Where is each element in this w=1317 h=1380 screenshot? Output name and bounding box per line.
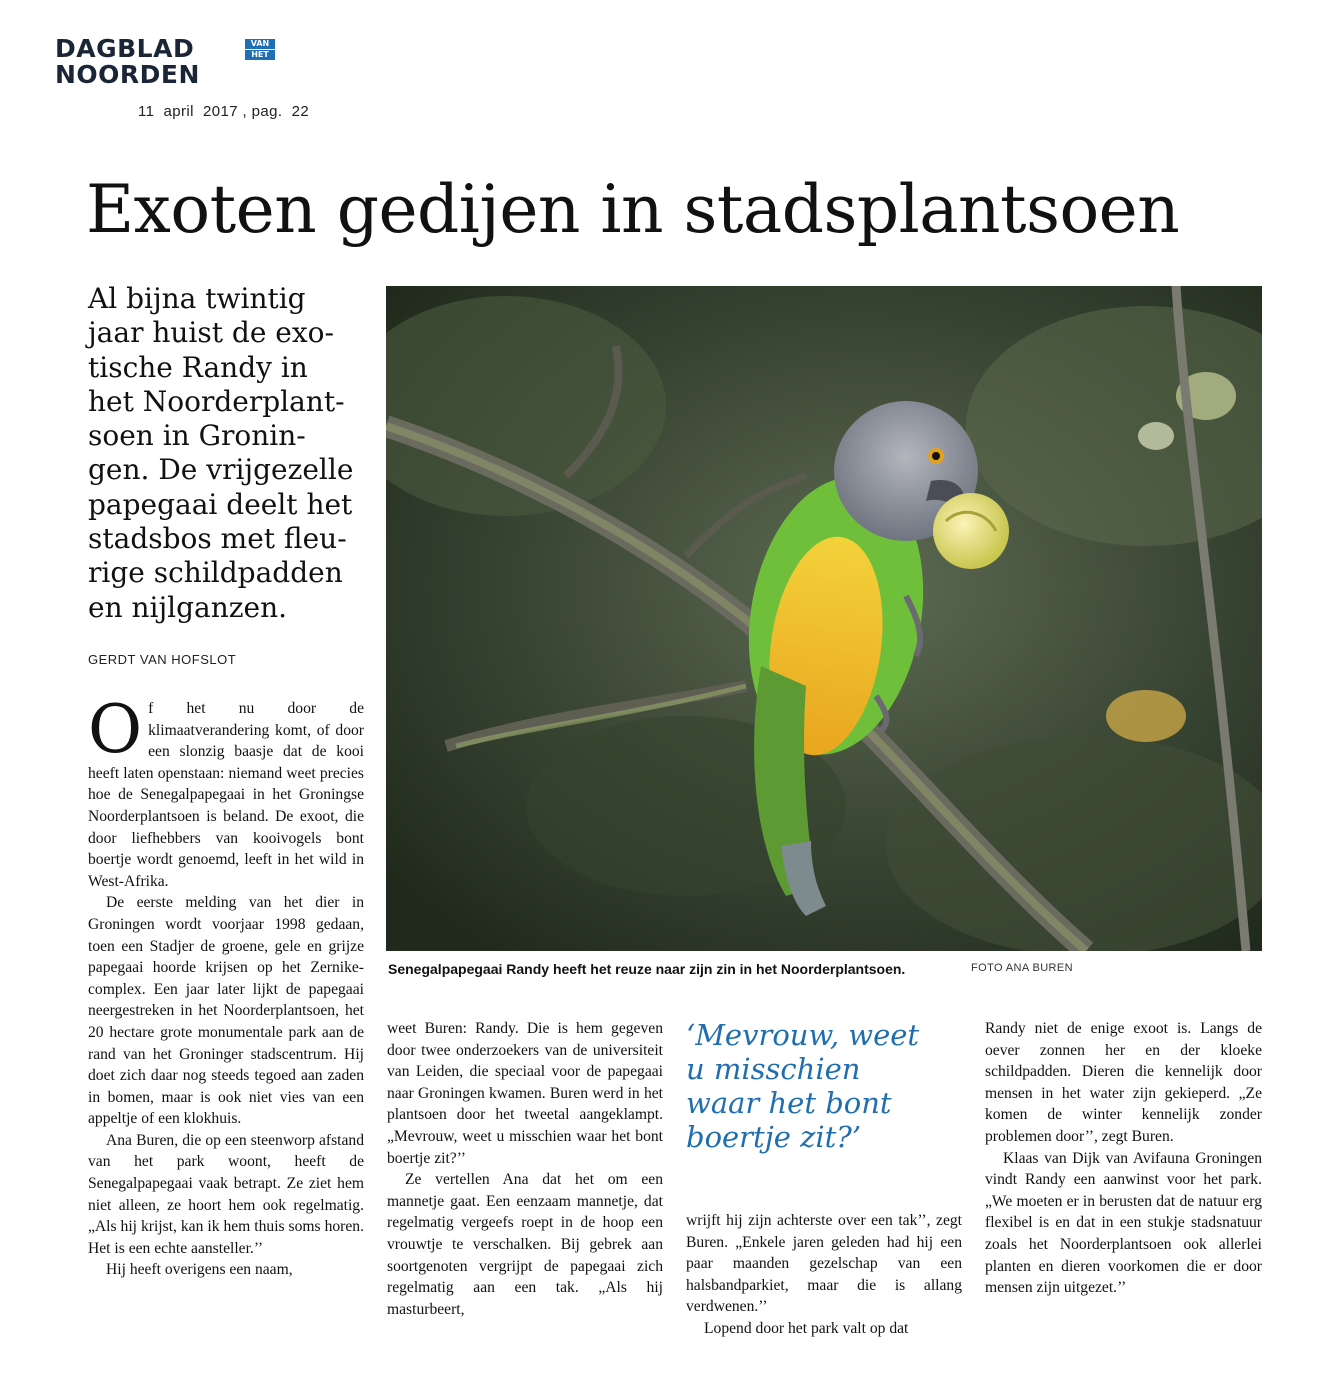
paragraph: Ana Buren, die op een steenworp afstand van het park woont, heeft de Senegalpapegaai vaak betrapt. Ze ziet hem niet alleen, ze hoort hem ook regelmatig. „Als hij krijst, kan ik hem thuis soms horen. Het is een echte aansteller.’’ (88, 1131, 364, 1257)
dateline: 11 april 2017 , pag. 22 (138, 103, 310, 120)
paragraph: Randy niet de enige exoot is. Langs de oever zonnen her en der kloeke schildpadden. Dieren die kennelijk door mensen in het water zijn gekieperd. „Ze komen de winter kennelijk zonder problemen door’’, zegt Buren. (985, 1020, 1262, 1145)
logo-line-2: NOORDEN (55, 60, 200, 89)
intro-line: en nijlganzen. (88, 590, 288, 624)
paragraph: Hij heeft overigens een naam, (106, 1261, 293, 1279)
intro-line: Al bijna twintig (88, 282, 306, 315)
pull-quote (686, 1018, 962, 1154)
intro-line: het Noorderplant- (88, 384, 345, 418)
paragraph: wrijft hij zijn achterste over een tak’’, zegt Buren. „Enkele jaren geleden had hij een paar maanden gezelschap van een halsbandparkiet, maar die is allang verdwenen.’’ (686, 1212, 962, 1316)
pull-quote-line: u misschien (686, 1052, 861, 1086)
article-column-4 (985, 1018, 1262, 1299)
intro-line: soen in Gronin- (88, 419, 306, 453)
intro-line: papegaai deelt het (88, 487, 353, 521)
pull-quote-line: boertje zit?’ (686, 1120, 862, 1154)
headline: Exoten gedijen in stadsplantsoen (86, 171, 1180, 248)
logo-het-badge: HET (245, 50, 275, 60)
intro-line: tische Randy in (88, 350, 308, 384)
intro-lead (88, 282, 378, 625)
newspaper-logo (55, 34, 270, 89)
paragraph: De eerste melding van het dier in Groningen wordt voorjaar 1998 gedaan, toen een Stadjer de groene, gele en grijze papegaai hoorde krijsen op het Zernike-complex. Een jaar later lijkt de papegaai neergestreken in het Noorderplantsoen, het 20 hectare grote monumentale park aan de rand van het Groninger stadscentrum. Hij doet zich daar nog steeds tegoed aan zaden in bomen, maar is ook niet vies van een appeltje of een klokhuis. (88, 894, 364, 1128)
paragraph: Ze vertellen Ana dat het om een mannetje gaat. Een eenzaam mannetje, dat regelmatig vergeefs roept in de hoop een vrouwtje te verschalken. Bij gebrek aan soortgenoten vergrijpt de papegaai zich regelmatig aan een tak. „Als hij masturbeert, (387, 1171, 663, 1318)
article-column-2 (387, 1018, 663, 1320)
intro-line: rige schildpadden (88, 556, 343, 590)
logo-line-1: DAGBLAD (55, 34, 195, 63)
parrot-illustration (386, 286, 1262, 951)
parrot-photo (386, 286, 1262, 951)
article-column-1 (88, 691, 364, 1281)
paragraph: weet Buren: Randy. Die is hem gegeven door twee onderzoekers van de universiteit van Leiden, die speciaal voor de papegaai naar Groningen kwamen. Buren werd in het plantsoen door het tweetal aangeklampt. „Mevrouw, weet u misschien waar het bont boertje zit?’’ (387, 1020, 663, 1167)
intro-line: gen. De vrijgezelle (88, 453, 354, 487)
photo-credit: FOTO ANA BUREN (971, 962, 1073, 974)
logo-van-badge: VAN (245, 39, 275, 49)
drop-cap: O (88, 691, 143, 768)
photo-caption: Senegalpapegaai Randy heeft het reuze naar zijn zin in het Noorderplantsoen. (388, 961, 906, 977)
paragraph: Lopend door het park valt op dat (704, 1319, 909, 1337)
article-column-3 (686, 1210, 962, 1340)
pull-quote-line: ‘Mevrouw, weet (686, 1018, 920, 1052)
intro-line: jaar huist de exo- (88, 316, 334, 350)
paragraph-text: f het nu door de klimaatverandering komt, of door een slonzig baasje dat de kooi heeft laten openstaan: niemand weet precies hoe de Senegalpapegaai in het Groningse Noorderplantsoen is beland. De exoot, die door liefhebbers van kooivogels bont boertje wordt genoemd, leeft in het wild in West-Afrika. (88, 700, 364, 890)
byline: GERDT VAN HOFSLOT (88, 652, 237, 667)
intro-line: stadsbos met fleu- (88, 522, 347, 556)
paragraph: Klaas van Dijk van Avifauna Groningen vindt Randy een aanwinst voor het park. „We moeten er in berusten dat de natuur erg flexibel is en dat in een stukje stadsnatuur zoals het Noorderplantsoen ook allerlei planten en dieren voorkomen die er door mensen zijn uitgezet.’’ (985, 1149, 1262, 1297)
pull-quote-line: waar het bont (686, 1086, 892, 1120)
paragraph (88, 691, 364, 892)
